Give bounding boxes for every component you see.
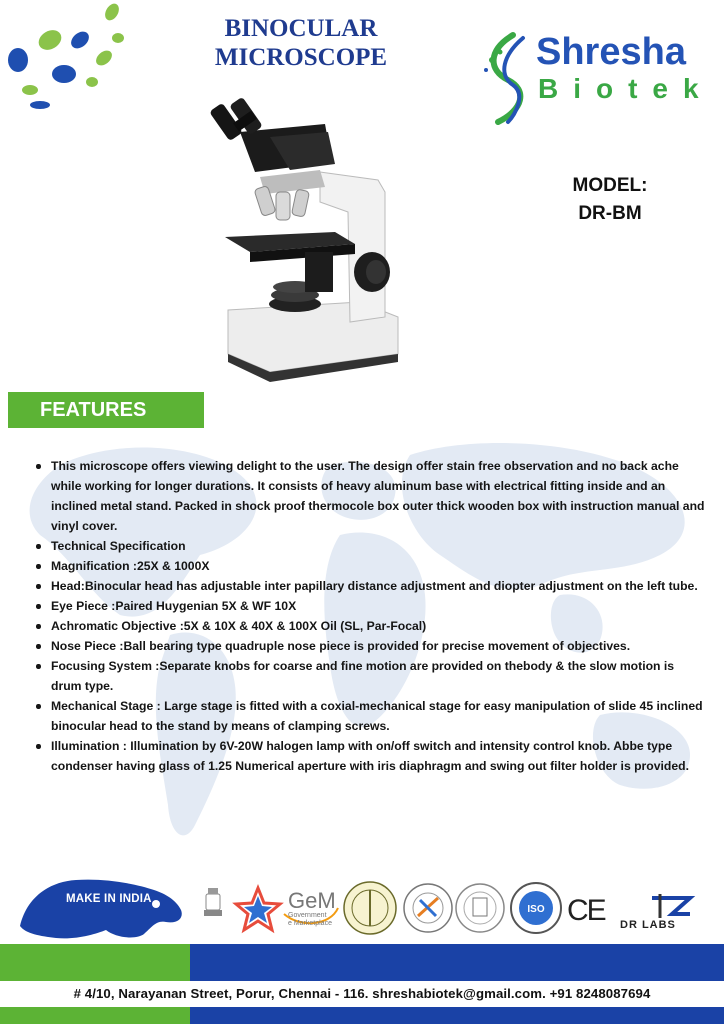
dr-labs-text: DR LABS [620,919,676,931]
list-item: Achromatic Objective :5X & 10X & 40X & 100X Oil (SL, Par-Focal) [34,616,706,636]
government-seal-icon [456,884,504,932]
make-in-india-text: MAKE IN INDIA [66,893,152,905]
list-item: Eye Piece :Paired Huygenian 5X & WF 10X [34,596,706,616]
features-heading: FEATURES [8,392,204,428]
list-item: Illumination : Illumination by 6V-20W halogen lamp with on/off switch and intensity control knob. Abbe type condenser having glass of 1.25 Numerical aperture with iris diaphragm and swing out filter holder is provided. [34,736,706,776]
brand-logo [478,30,714,130]
model-info [540,172,680,228]
national-emblem-icon [204,888,222,916]
title-line-1: BINOCULAR [224,15,378,42]
model-label: MODEL: [572,175,648,196]
iso-icon [511,883,561,933]
features-list [34,456,706,776]
document-title [196,14,406,72]
list-item: Focusing System :Separate knobs for coarse and fine motion are provided on thebody & the slow motion is drum type. [34,656,706,696]
model-value: DR-BM [578,203,642,224]
title-line-2: MICROSCOPE [214,44,388,71]
binocular-microscope-photo [210,92,410,382]
ce-mark: CE [567,894,605,927]
list-item: Mechanical Stage : Large stage is fitted with a coxial-mechanical stage for easy manipulation of slide 45 inclined binocular head to the stand by means of clamping screws. [34,696,706,736]
decorative-dots [0,0,140,120]
brand-subname: Biotek [538,73,714,104]
list-item: Nose Piece :Ball bearing type quadruple nose piece is provided for precise movement of objectives. [34,636,706,656]
gem-sub-line-1: Government [288,912,327,919]
list-item: Head:Binocular head has adjustable inter papillary distance adjustment and diopter adjustment on the left tube. [34,576,706,596]
gem-title: GeM [288,888,336,913]
svg-text:ISO: ISO [527,904,545,915]
dna-helix-icon [478,30,538,125]
gem-sub-line-2: e Marketplace [288,920,332,927]
who-gmp-icon [344,882,396,934]
list-item: Technical Specification [34,536,706,556]
footer-address: # 4/10, Narayanan Street, Porur, Chennai - 116. shreshabiotek@gmail.com. +91 8248087694 [0,981,724,1007]
make-in-india-lion-icon [16,870,186,942]
dr-labs-logo-icon [652,894,690,918]
list-item: Magnification :25X & 1000X [34,556,706,576]
export-import-icon [404,884,452,932]
gem-subtitle [288,912,332,928]
brand-name: Shresha [536,31,686,73]
startup-india-icon [236,888,280,930]
list-item: This microscope offers viewing delight to the user. The design offer stain free observation and no back ache while working for longer durations. It consists of heavy aluminum base with electrical fitting inside and an inclined metal stand. Packed in shock proof thermocole box outer thick wooden box with instruction manual and vinyl cover. [34,456,706,536]
